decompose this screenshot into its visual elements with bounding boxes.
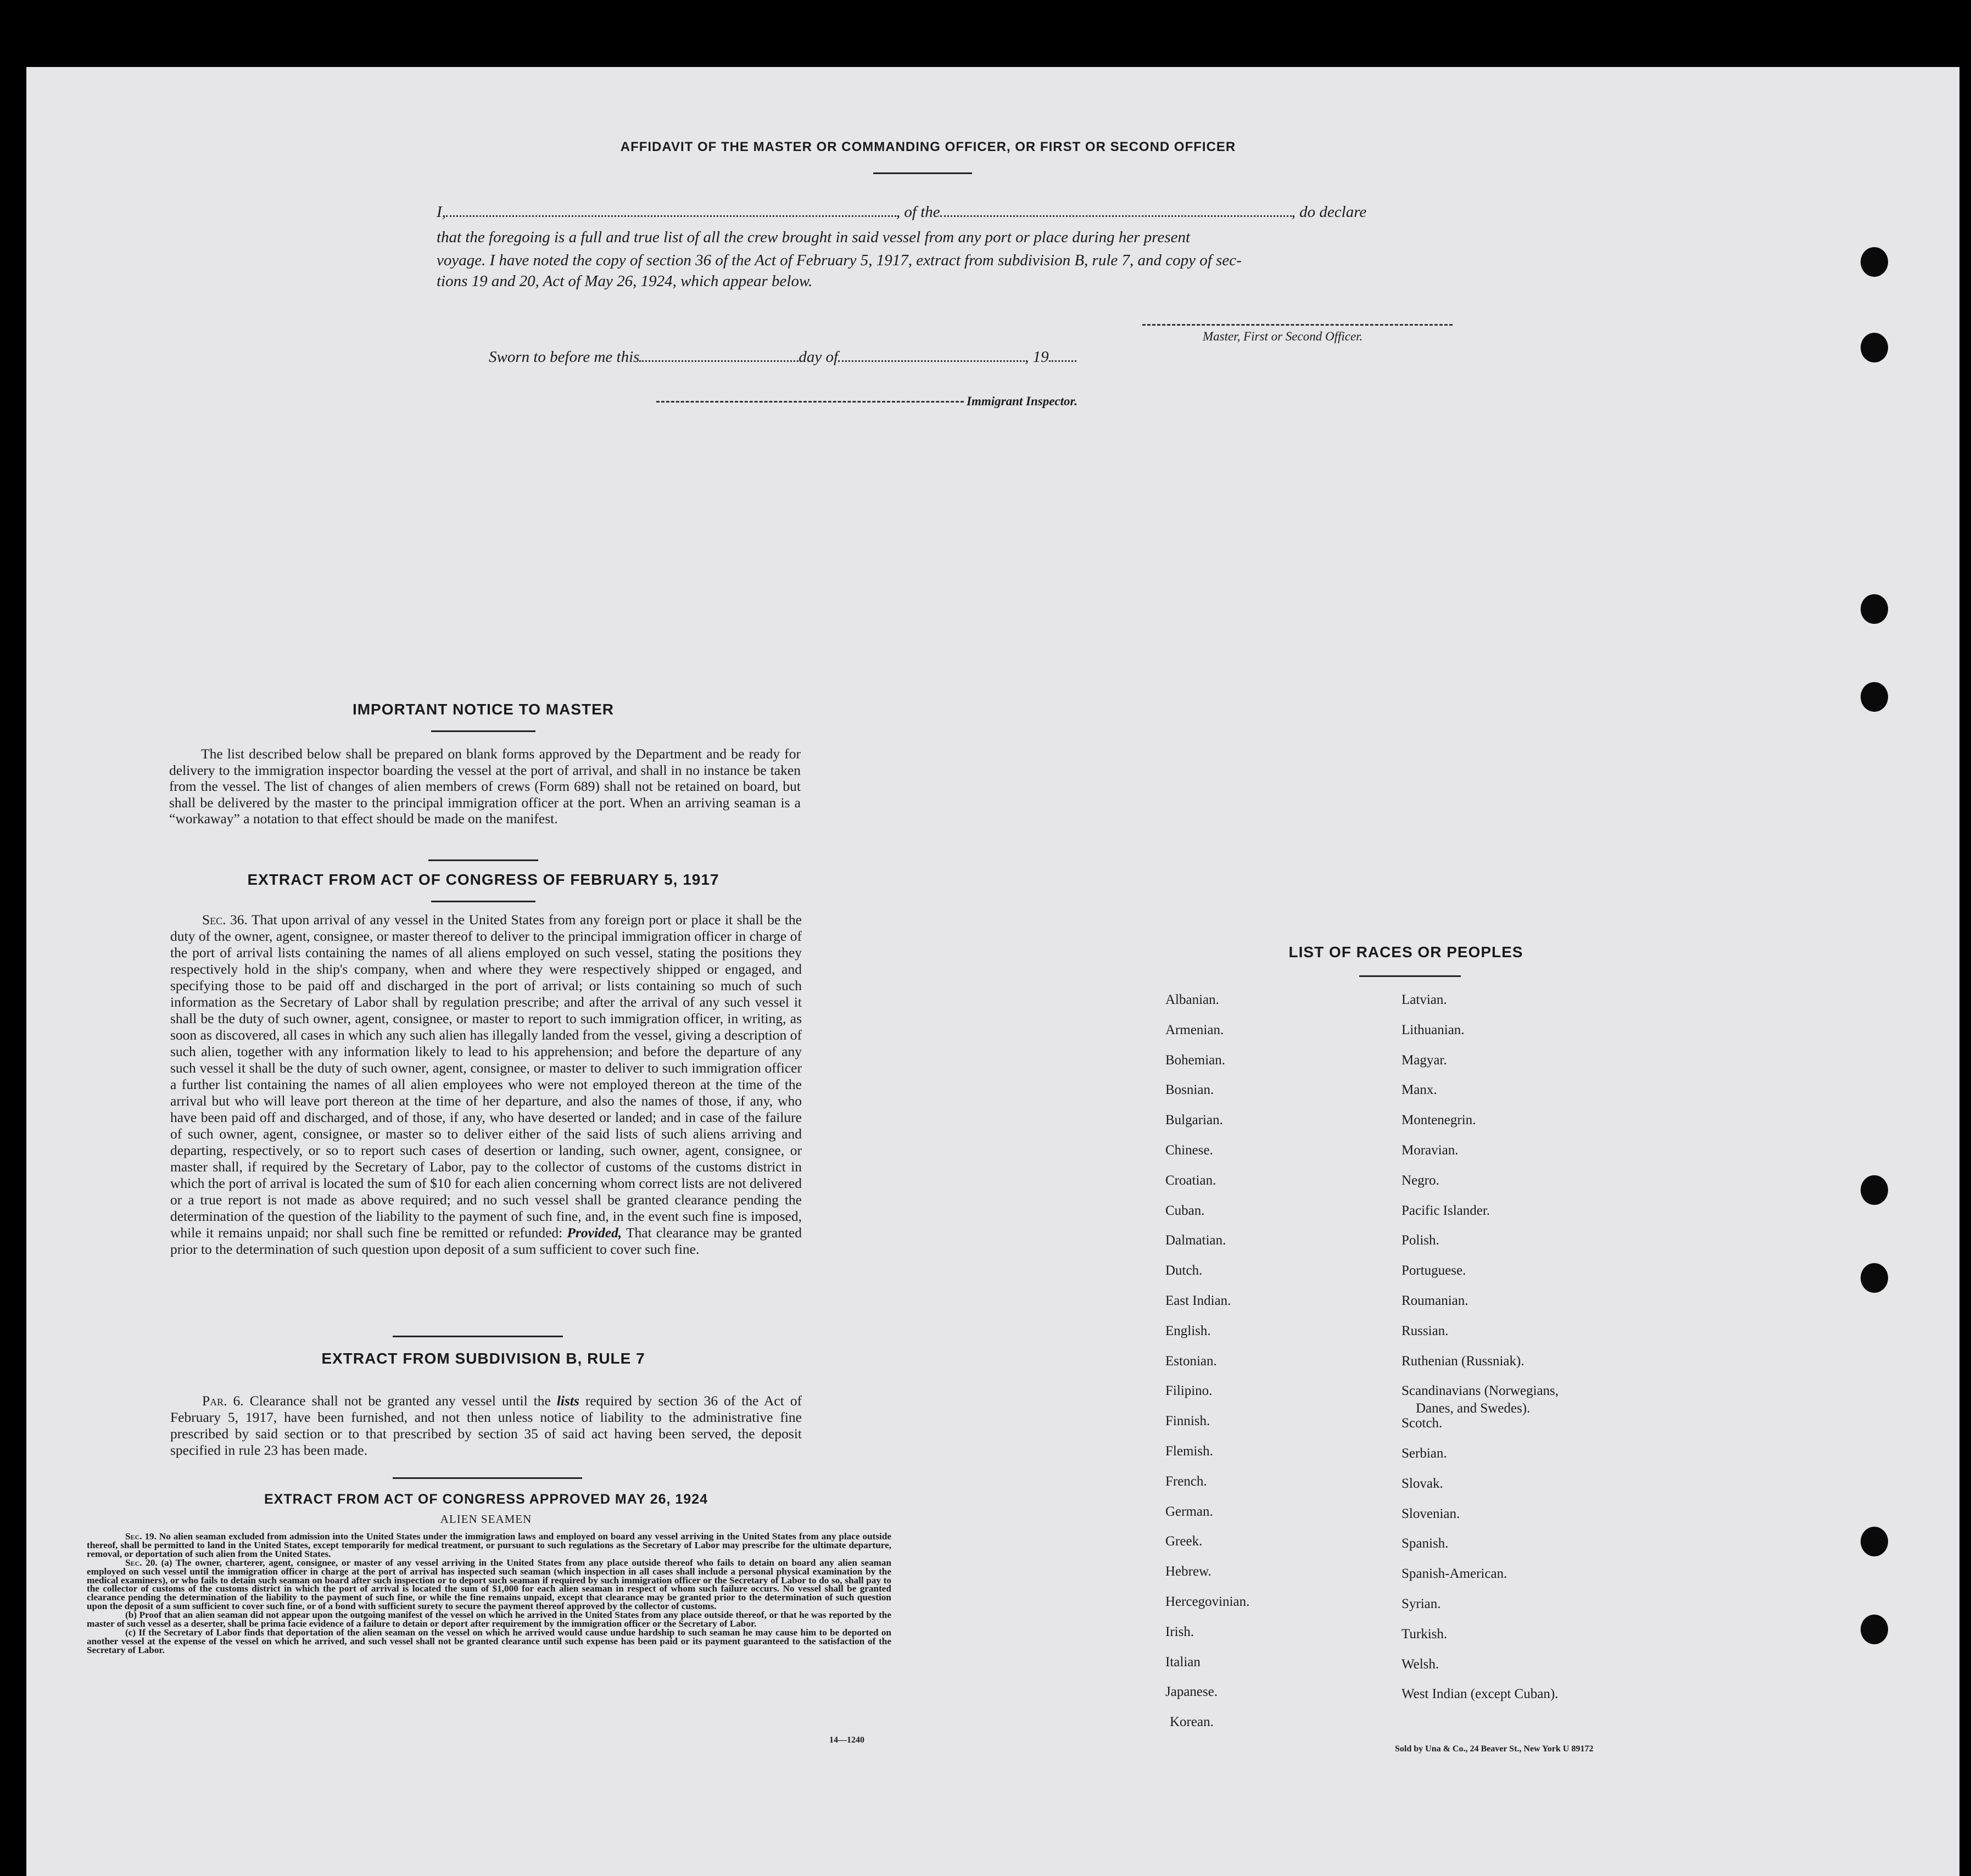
race-item: Lithuanian.: [1402, 1022, 1465, 1037]
inspector-label: Immigrant Inspector.: [967, 394, 1077, 408]
rule7-title: EXTRACT FROM SUBDIVISION B, RULE 7: [321, 1350, 645, 1367]
race-item: Scandinavians (Norwegians,: [1402, 1383, 1559, 1399]
race-item: Flemish.: [1165, 1444, 1213, 1459]
inspector-signature-line[interactable]: [656, 401, 964, 403]
race-item: French.: [1165, 1473, 1207, 1489]
extract1917-text: Sec. 36. That upon arrival of any vessel in the United States from any foreign port or place it shall be the duty of the owner, agent, consignee, or master thereof to deliver to the principal immigration officer in charge of the port of arrival lists containing the names of all aliens employed on such vessel, stating the positions they respectively hold in the ship's company, when and where they were respectively shipped or engaged, and specifying those to be paid off and discharged in the port of arrival; or lists containing so much of such information as the Secretary of Labor shall by regulation prescribe; and after the arrival of any such vessel it shall be the duty of such owner, agent, consignee, or master to report to such immigration officer, in writing, as soon as discovered, all cases in which any such alien has illegally landed from the vessel, giving a description of such alien, together with any information likely to lead to his apprehension; and before the departure of any such vessel it shall be the duty of such owner, agent, consignee, or master to deliver to such immigration officer a further list containing the names of all alien employees who were not employed thereon at the time of the arrival but who will leave port thereon at the time of her departure, and also the names of those, if any, who have been paid off and discharged, and of those, if any, who have deserted or landed; and in case of the failure of such owner, agent, consignee, or master so to deliver either of the said lists of such aliens arriving and departing, respectively, or so to report such cases of desertion or landing, such owner, agent, consignee, or master shall, if required by the Secretary of Labor, pay to the collector of customs of the customs district in which the port of arrival is located the sum of $10 for each alien concerning whom correct lists are not delivered or a true report is not made as above required; and no such vessel shall be granted clearance pending the determination of the question of the liability to the payment of such fine, and, in the event such fine is imposed, while it remains unpaid; nor shall such fine be remitted or refunded: Provided, That clearance may be granted prior to the determination of such question upon deposit of a sum sufficient to cover such fine.: [170, 912, 802, 1257]
race-item: Irish.: [1165, 1624, 1194, 1639]
race-item: Albanian.: [1165, 992, 1219, 1007]
affidavit-line-3: voyage. I have noted the copy of section 36 of the Act of February 5, 1917, extract from subdivision B, rule 7, and copy of sec-: [437, 252, 1242, 269]
binder-hole: [1861, 1615, 1888, 1644]
sworn-month-blank[interactable]: [838, 358, 1025, 362]
affidavit-line-2: that the foregoing is a full and true list of all the crew brought in said vessel from any port or place during her present: [437, 228, 1191, 246]
race-item: Estonian.: [1165, 1353, 1217, 1369]
race-item: Italian: [1165, 1654, 1201, 1670]
race-item: Portuguese.: [1402, 1263, 1466, 1278]
race-item: Russian.: [1402, 1323, 1449, 1338]
binder-hole: [1861, 333, 1888, 362]
race-item: Turkish.: [1402, 1626, 1448, 1642]
binder-hole: [1861, 1175, 1888, 1205]
race-item: Roumanian.: [1402, 1293, 1469, 1308]
extract1917-top-divider: [428, 859, 538, 861]
binder-hole: [1861, 1527, 1888, 1556]
race-item: Scotch.: [1402, 1416, 1443, 1431]
race-item: Greek.: [1165, 1534, 1203, 1549]
race-item: Magyar.: [1402, 1052, 1447, 1068]
form-number: 14—1240: [829, 1735, 864, 1745]
notice-divider: [431, 730, 535, 732]
vessel-blank[interactable]: [940, 213, 1292, 217]
extract1917-title: EXTRACT FROM ACT OF CONGRESS OF FEBRUARY 5, 1917: [247, 871, 719, 888]
master-signature-label: Master, First or Second Officer.: [1203, 330, 1363, 343]
extract1924-subtitle: ALIEN SEAMEN: [440, 1512, 532, 1526]
extract1924-top-divider: [393, 1477, 582, 1479]
race-item: Manx.: [1402, 1082, 1437, 1098]
sec20a-paragraph: Sec. 20. (a) The owner, charterer, agent, consignee, or master of any vessel arriving in the United States from any place outside thereof who fails to detain on board any alien seaman employed on such vessel until the immigration officer in charge at the port of arrival has inspected such seaman (which inspection in all cases shall include a personal physical examination by the medical examiners), or who fails to detain such seaman on board after such inspection or to deport such seaman if required by such immigration officer or the Secretary of Labor to do so, shall pay to the collector of customs of the customs district in which the port of arrival is located the sum of $1,000 for each alien seaman in respect of whom such failure occurs. No vessel shall be granted clearance pending the determination of the liability to the payment of such fine, or while the fine remains unpaid, except that clearance may be granted prior to the determination of such question upon the deposit of a sum sufficient to cover such fine, or of a bond with sufficient surety to secure the payment thereof approved by the collector of customs.: [87, 1557, 892, 1612]
race-item: Dalmatian.: [1165, 1233, 1226, 1248]
affidavit-title: AFFIDAVIT OF THE MASTER OR COMMANDING OFFICER, OR FIRST OR SECOND OFFICER: [620, 139, 1236, 154]
binder-hole: [1861, 682, 1888, 712]
race-item: Montenegrin.: [1402, 1113, 1476, 1128]
extract1924-title: EXTRACT FROM ACT OF CONGRESS APPROVED MAY 26, 1924: [264, 1492, 708, 1507]
race-item: Spanish.: [1402, 1536, 1449, 1551]
races-divider: [1359, 975, 1461, 977]
rule7-text: Par. 6. Clearance shall not be granted any vessel until the lists required by section 36 of the Act of February 5, 1917, have been furnished, and not then unless notice of liability to the administrative fine prescribed by said section or to that prescribed by section 35 of said act having been served, the deposit specified in rule 23 has been made.: [170, 1393, 802, 1458]
sworn-day-blank[interactable]: [639, 358, 799, 362]
race-item: Dutch.: [1165, 1263, 1203, 1278]
sec20c-paragraph: (c) If the Secretary of Labor finds that deportation of the alien seaman on the vessel on which he arrived would cause undue hardship to such seaman he may cause him to be deported on another vessel at the expense of the vessel on which he arrived, and such vessel shall not be granted clearance until such expense has been paid or its payment guaranteed to the satisfaction of the Secretary of Labor.: [87, 1627, 891, 1655]
race-item: Bohemian.: [1165, 1052, 1226, 1068]
race-item: Chinese.: [1165, 1143, 1213, 1158]
race-item: Hercegovinian.: [1165, 1594, 1250, 1609]
race-item: Bulgarian.: [1165, 1113, 1223, 1128]
race-item: Filipino.: [1165, 1383, 1213, 1399]
race-item: Slovenian.: [1402, 1506, 1460, 1521]
notice-title: IMPORTANT NOTICE TO MASTER: [352, 701, 615, 718]
race-item: Danes, and Swedes).: [1416, 1401, 1531, 1416]
title-divider: [873, 172, 972, 174]
race-item: Korean.: [1170, 1715, 1214, 1730]
race-item: Moravian.: [1402, 1143, 1459, 1158]
race-item: West Indian (except Cuban).: [1402, 1687, 1559, 1702]
race-item: Bosnian.: [1165, 1082, 1214, 1098]
race-item: Polish.: [1402, 1233, 1439, 1248]
sworn-year-blank[interactable]: [1049, 358, 1076, 362]
extract1917-divider: [431, 901, 535, 902]
notice-text: The list described below shall be prepared on blank forms approved by the Department and be ready for delivery to the immigration inspector boarding the vessel at the port of arrival, and shall in no instance be taken from the vessel. The list of changes of alien members of crews (Form 689) shall not be retained on board, but shall be delivered by the master to the principal immigration officer at the port. When an arriving seaman is a “workaway” a notation to that effect should be made on the manifest.: [169, 746, 801, 827]
binder-hole: [1861, 1263, 1888, 1293]
race-item: German.: [1165, 1504, 1213, 1519]
affidavit-line-1: I, , of the , do declare: [437, 203, 1367, 221]
binder-hole: [1861, 594, 1888, 624]
race-item: Armenian.: [1165, 1022, 1224, 1037]
rule7-top-divider: [393, 1336, 563, 1337]
binder-hole: [1861, 247, 1888, 277]
sworn-line: Sworn to before me this day of , 19: [489, 348, 1076, 366]
race-item: Negro.: [1402, 1173, 1439, 1188]
master-signature-line[interactable]: [1142, 324, 1453, 326]
race-item: Slovak.: [1402, 1476, 1443, 1491]
affidavit-line-4: tions 19 and 20, Act of May 26, 1924, which appear below.: [437, 272, 813, 290]
race-item: English.: [1165, 1323, 1211, 1338]
sold-by-imprint: Sold by Una & Co., 24 Beaver St., New York U 89172: [1395, 1744, 1594, 1754]
races-title: LIST OF RACES OR PEOPLES: [1288, 943, 1523, 961]
race-item: Finnish.: [1165, 1414, 1210, 1429]
race-item: Serbian.: [1402, 1446, 1447, 1461]
race-item: Syrian.: [1402, 1596, 1441, 1611]
race-item: Welsh.: [1402, 1656, 1439, 1672]
extract1924-text: [87, 1532, 891, 1655]
race-item: Spanish-American.: [1402, 1566, 1507, 1582]
race-item: Latvian.: [1402, 992, 1447, 1007]
race-item: Pacific Islander.: [1402, 1203, 1490, 1218]
race-item: Ruthenian (Russniak).: [1402, 1353, 1525, 1369]
race-item: East Indian.: [1165, 1293, 1231, 1308]
race-item: Japanese.: [1165, 1684, 1218, 1700]
race-item: Hebrew.: [1165, 1564, 1211, 1579]
name-blank[interactable]: [446, 213, 896, 217]
sec19-paragraph: Sec. 19. No alien seaman excluded from admission into the United States under the immigration laws and employed on board any vessel arriving in the United States from any place outside thereof, shall be permitted to land in the United States, except temporarily for medical treatment, or pursuant to such regulations as the Secretary of Labor may prescribe for the ultimate departure, removal, or deportation of such alien from the United States.: [87, 1531, 892, 1559]
sec20b-paragraph: (b) Proof that an alien seaman did not appear upon the outgoing manifest of the vessel on which he arrived in the United States from any place outside thereof, or that he was reported by the master of such vessel as a deserter, shall be prima facie evidence of a failure to detain or deport after requirement by the immigration officer or the Secretary of Labor.: [87, 1610, 891, 1629]
race-item: Cuban.: [1165, 1203, 1205, 1218]
race-item: Croatian.: [1165, 1173, 1216, 1188]
